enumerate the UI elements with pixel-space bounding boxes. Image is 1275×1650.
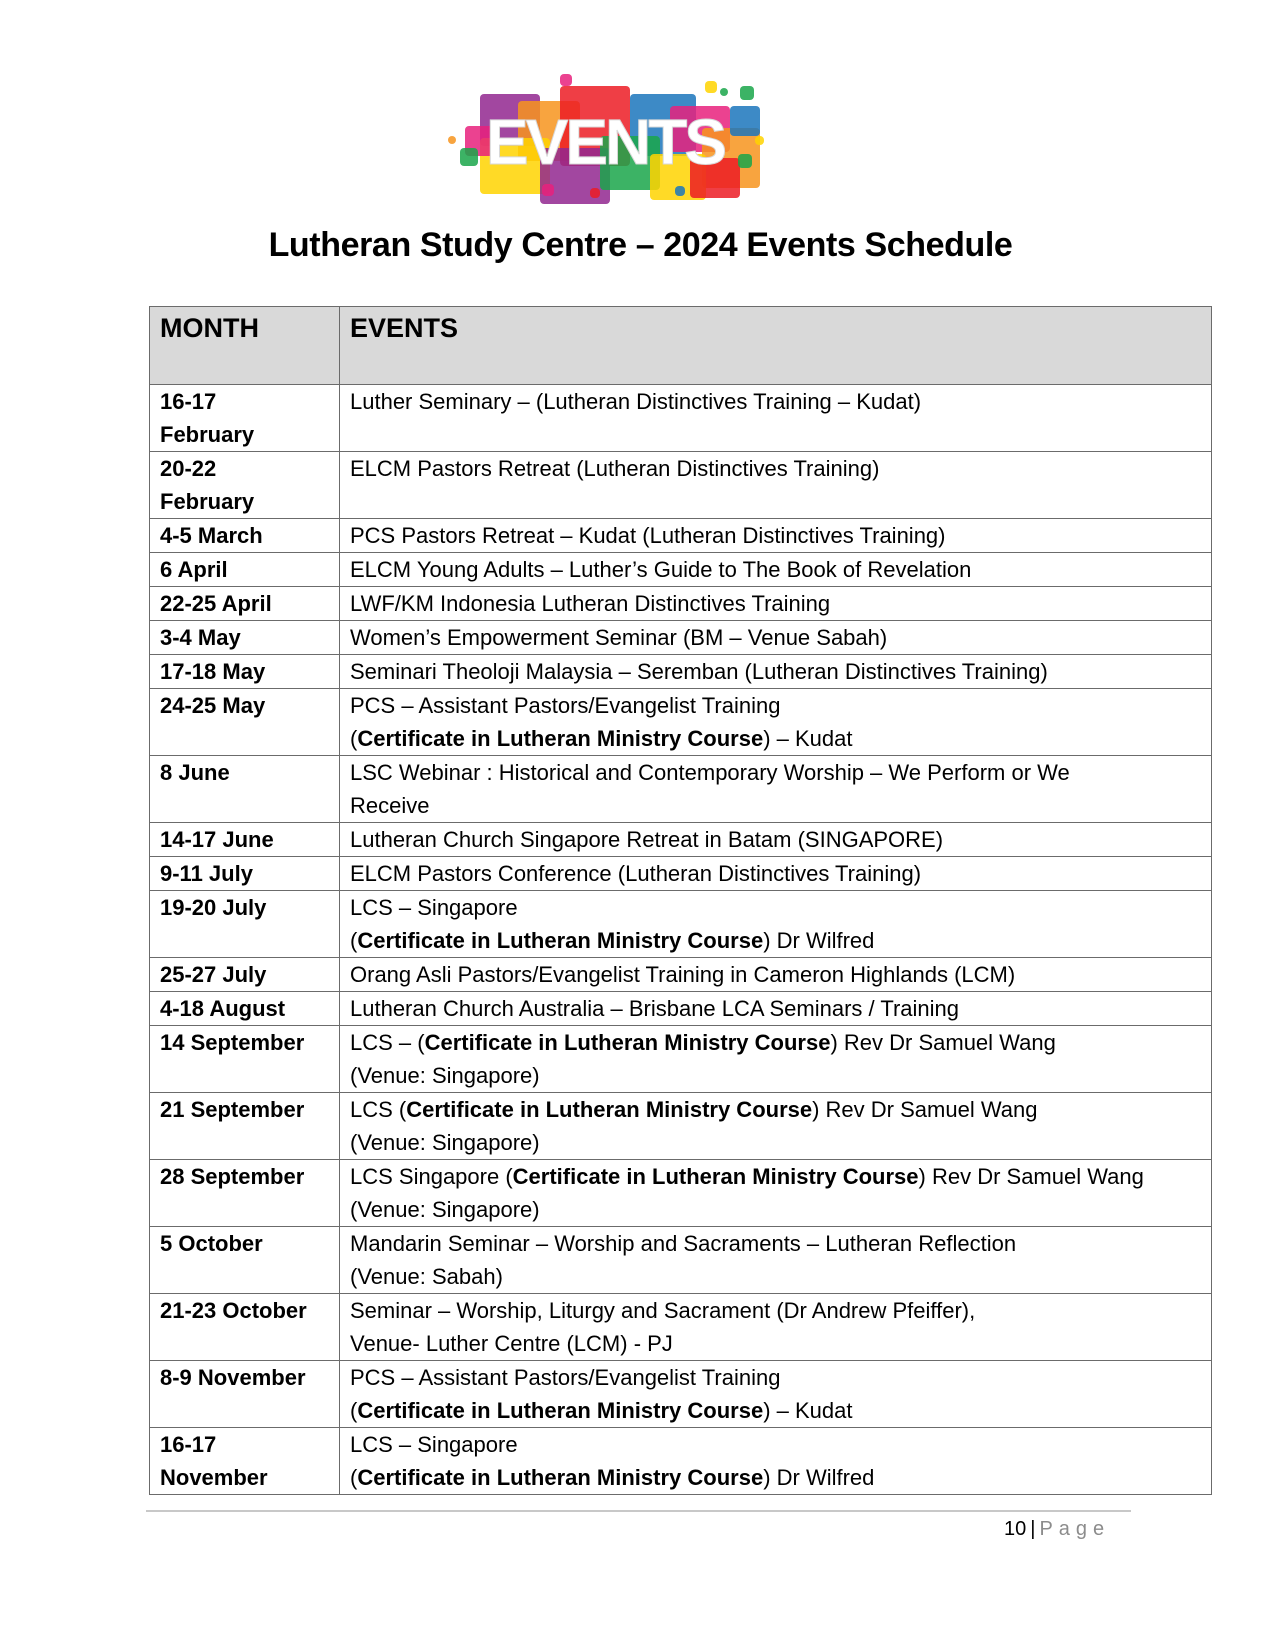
event-line bbox=[350, 756, 1201, 789]
month-cell bbox=[150, 519, 340, 553]
month-text: 3-4 May bbox=[160, 625, 241, 650]
table-row bbox=[150, 1361, 1212, 1428]
event-text: Seminar – Worship, Liturgy and Sacrament (Dr Andrew Pfeiffer), bbox=[350, 1298, 976, 1323]
event-text: PCS – Assistant Pastors/Evangelist Training bbox=[350, 693, 781, 718]
events-schedule-table bbox=[149, 306, 1212, 1495]
event-cell bbox=[340, 385, 1212, 452]
event-text: ELCM Pastors Conference (Lutheran Distinctives Training) bbox=[350, 861, 922, 886]
table-header-row bbox=[150, 307, 1212, 385]
course-name-bold: Certificate in Lutheran Ministry Course bbox=[424, 1030, 831, 1055]
logo-square bbox=[560, 74, 572, 86]
event-cell bbox=[340, 587, 1212, 621]
table-row bbox=[150, 587, 1212, 621]
event-cell bbox=[340, 1361, 1212, 1428]
event-line bbox=[350, 823, 1201, 856]
page-number-footer bbox=[1004, 1518, 1110, 1541]
event-cell bbox=[340, 452, 1212, 519]
logo-square bbox=[590, 188, 600, 198]
event-line bbox=[350, 519, 1201, 552]
course-name-bold: Certificate in Lutheran Ministry Course bbox=[357, 1465, 764, 1490]
event-text: ) Rev Dr Samuel Wang bbox=[918, 1164, 1144, 1189]
event-line bbox=[350, 1059, 1201, 1092]
month-text: 24-25 May bbox=[160, 693, 266, 718]
table-row bbox=[150, 1026, 1212, 1093]
column-header-events: EVENTS bbox=[340, 307, 1212, 385]
event-line bbox=[350, 1294, 1201, 1327]
event-text: ) Dr Wilfred bbox=[763, 928, 875, 953]
event-line bbox=[350, 1126, 1201, 1159]
logo-square bbox=[705, 81, 717, 93]
event-line bbox=[350, 621, 1201, 654]
page-number: 10 bbox=[1004, 1518, 1027, 1540]
table-row bbox=[150, 1428, 1212, 1495]
event-cell bbox=[340, 891, 1212, 958]
month-text: 21-23 October bbox=[160, 1298, 307, 1323]
event-text: LSC Webinar : Historical and Contemporary Worship – We Perform or We bbox=[350, 760, 1070, 785]
event-line bbox=[350, 789, 1201, 822]
table-row bbox=[150, 519, 1212, 553]
month-text: February bbox=[160, 489, 255, 514]
event-text: ( bbox=[350, 928, 358, 953]
event-text: (Venue: Sabah) bbox=[350, 1264, 503, 1289]
month-text: 14 September bbox=[160, 1030, 305, 1055]
table-row bbox=[150, 992, 1212, 1026]
events-logo bbox=[440, 66, 770, 211]
table-row bbox=[150, 621, 1212, 655]
table-row bbox=[150, 891, 1212, 958]
logo-square bbox=[448, 136, 456, 144]
month-text: 6 April bbox=[160, 557, 228, 582]
event-text: Mandarin Seminar – Worship and Sacraments – Lutheran Reflection bbox=[350, 1231, 1017, 1256]
month-cell bbox=[150, 1227, 340, 1294]
month-cell bbox=[150, 385, 340, 452]
event-text: LCS ( bbox=[350, 1097, 407, 1122]
event-text: Women’s Empowerment Seminar (BM – Venue Sabah) bbox=[350, 625, 888, 650]
event-text: ) Rev Dr Samuel Wang bbox=[812, 1097, 1038, 1122]
event-text: ELCM Young Adults – Luther’s Guide to The Book of Revelation bbox=[350, 557, 972, 582]
table-row bbox=[150, 1093, 1212, 1160]
month-text: 5 October bbox=[160, 1231, 263, 1256]
event-line bbox=[350, 1227, 1201, 1260]
event-text: LWF/KM Indonesia Lutheran Distinctives Training bbox=[350, 591, 831, 616]
event-cell bbox=[340, 958, 1212, 992]
event-cell bbox=[340, 823, 1212, 857]
page-separator: | bbox=[1030, 1518, 1036, 1540]
table-row bbox=[150, 857, 1212, 891]
event-line bbox=[350, 587, 1201, 620]
month-cell bbox=[150, 958, 340, 992]
month-cell bbox=[150, 857, 340, 891]
month-text: 25-27 July bbox=[160, 962, 267, 987]
month-text: February bbox=[160, 422, 255, 447]
event-cell bbox=[340, 1093, 1212, 1160]
event-line bbox=[350, 1394, 1201, 1427]
event-text: Venue- Luther Centre (LCM) - PJ bbox=[350, 1331, 673, 1356]
event-line bbox=[350, 1327, 1201, 1360]
table-row bbox=[150, 756, 1212, 823]
logo-square bbox=[755, 136, 764, 145]
month-cell bbox=[150, 1361, 340, 1428]
event-text: PCS Pastors Retreat – Kudat (Lutheran Distinctives Training) bbox=[350, 523, 946, 548]
event-text: ( bbox=[350, 1398, 358, 1423]
month-text: 28 September bbox=[160, 1164, 305, 1189]
month-text: 22-25 April bbox=[160, 591, 272, 616]
month-text: 8 June bbox=[160, 760, 230, 785]
month-cell bbox=[150, 689, 340, 756]
logo-square bbox=[542, 184, 554, 196]
event-cell bbox=[340, 1294, 1212, 1361]
month-cell bbox=[150, 1428, 340, 1495]
month-text: November bbox=[160, 1465, 268, 1490]
month-text: 8-9 November bbox=[160, 1365, 306, 1390]
course-name-bold: Certificate in Lutheran Ministry Course bbox=[357, 726, 764, 751]
event-cell bbox=[340, 1026, 1212, 1093]
event-line bbox=[350, 1093, 1201, 1126]
month-cell bbox=[150, 1160, 340, 1227]
table-row bbox=[150, 689, 1212, 756]
event-text: LCS Singapore ( bbox=[350, 1164, 513, 1189]
logo-events-text: EVENTS bbox=[485, 106, 725, 178]
column-header-month: MONTH bbox=[150, 307, 340, 385]
page-label: Page bbox=[1039, 1518, 1111, 1540]
logo-square bbox=[740, 86, 754, 100]
table-body bbox=[150, 385, 1212, 1495]
event-text: (Venue: Singapore) bbox=[350, 1197, 540, 1222]
event-text: ( bbox=[350, 1465, 358, 1490]
month-cell bbox=[150, 992, 340, 1026]
month-cell bbox=[150, 452, 340, 519]
event-line bbox=[350, 992, 1201, 1025]
event-line bbox=[350, 891, 1201, 924]
table-row bbox=[150, 452, 1212, 519]
event-cell bbox=[340, 689, 1212, 756]
event-text: Orang Asli Pastors/Evangelist Training in Cameron Highlands (LCM) bbox=[350, 962, 1016, 987]
event-text: Lutheran Church Australia – Brisbane LCA Seminars / Training bbox=[350, 996, 959, 1021]
event-line bbox=[350, 1361, 1201, 1394]
event-line bbox=[350, 1260, 1201, 1293]
logo-square bbox=[460, 148, 478, 166]
month-text: 16-17 bbox=[160, 389, 217, 414]
table-row bbox=[150, 1160, 1212, 1227]
event-line bbox=[350, 689, 1201, 722]
logo-square bbox=[720, 88, 728, 96]
event-cell bbox=[340, 1160, 1212, 1227]
course-name-bold: Certificate in Lutheran Ministry Course bbox=[357, 1398, 764, 1423]
event-cell bbox=[340, 992, 1212, 1026]
event-cell bbox=[340, 1227, 1212, 1294]
event-text: PCS – Assistant Pastors/Evangelist Training bbox=[350, 1365, 781, 1390]
event-text: ) Rev Dr Samuel Wang bbox=[830, 1030, 1056, 1055]
table-row bbox=[150, 553, 1212, 587]
event-line bbox=[350, 1160, 1201, 1193]
event-cell bbox=[340, 621, 1212, 655]
event-line bbox=[350, 1428, 1201, 1461]
event-text: ) – Kudat bbox=[763, 726, 853, 751]
month-text: 4-5 March bbox=[160, 523, 263, 548]
event-line bbox=[350, 452, 1201, 485]
event-text: ( bbox=[350, 726, 358, 751]
event-cell bbox=[340, 655, 1212, 689]
month-cell bbox=[150, 621, 340, 655]
table-row bbox=[150, 823, 1212, 857]
month-cell bbox=[150, 1093, 340, 1160]
event-cell bbox=[340, 1428, 1212, 1495]
event-text: LCS – ( bbox=[350, 1030, 425, 1055]
month-text: 20-22 bbox=[160, 456, 217, 481]
event-line bbox=[350, 958, 1201, 991]
event-line bbox=[350, 924, 1201, 957]
month-text: 4-18 August bbox=[160, 996, 286, 1021]
month-text: 17-18 May bbox=[160, 659, 266, 684]
event-line bbox=[350, 385, 1201, 418]
event-line bbox=[350, 722, 1201, 755]
table-row bbox=[150, 655, 1212, 689]
table-row bbox=[150, 1227, 1212, 1294]
event-cell bbox=[340, 857, 1212, 891]
logo-square bbox=[675, 186, 685, 196]
event-text: ) – Kudat bbox=[763, 1398, 853, 1423]
event-text: Receive bbox=[350, 793, 430, 818]
course-name-bold: Certificate in Lutheran Ministry Course bbox=[512, 1164, 919, 1189]
event-line bbox=[350, 857, 1201, 890]
course-name-bold: Certificate in Lutheran Ministry Course bbox=[406, 1097, 813, 1122]
month-cell bbox=[150, 1294, 340, 1361]
event-line bbox=[350, 553, 1201, 586]
month-text: 21 September bbox=[160, 1097, 305, 1122]
month-cell bbox=[150, 587, 340, 621]
event-line bbox=[350, 1026, 1201, 1059]
month-cell bbox=[150, 655, 340, 689]
event-text: Lutheran Church Singapore Retreat in Batam (SINGAPORE) bbox=[350, 827, 944, 852]
event-line bbox=[350, 1193, 1201, 1226]
month-cell bbox=[150, 1026, 340, 1093]
footer-divider bbox=[146, 1510, 1131, 1512]
page-title: Lutheran Study Centre – 2024 Events Schedule bbox=[268, 226, 1013, 264]
logo-square bbox=[730, 106, 760, 136]
month-cell bbox=[150, 891, 340, 958]
month-text: 16-17 bbox=[160, 1432, 217, 1457]
event-text: LCS – Singapore bbox=[350, 1432, 518, 1457]
event-text: (Venue: Singapore) bbox=[350, 1063, 540, 1088]
event-text: Seminari Theoloji Malaysia – Seremban (Lutheran Distinctives Training) bbox=[350, 659, 1048, 684]
month-cell bbox=[150, 823, 340, 857]
month-text: 19-20 July bbox=[160, 895, 267, 920]
event-cell bbox=[340, 519, 1212, 553]
course-name-bold: Certificate in Lutheran Ministry Course bbox=[357, 928, 764, 953]
table-row bbox=[150, 1294, 1212, 1361]
table-row bbox=[150, 958, 1212, 992]
month-text: 14-17 June bbox=[160, 827, 274, 852]
event-text: ) Dr Wilfred bbox=[763, 1465, 875, 1490]
month-cell bbox=[150, 756, 340, 823]
event-text: (Venue: Singapore) bbox=[350, 1130, 540, 1155]
event-cell bbox=[340, 756, 1212, 823]
event-text: LCS – Singapore bbox=[350, 895, 518, 920]
table-row bbox=[150, 385, 1212, 452]
event-text: ELCM Pastors Retreat (Lutheran Distinctives Training) bbox=[350, 456, 880, 481]
logo-square bbox=[738, 154, 752, 168]
event-line bbox=[350, 1461, 1201, 1494]
event-cell bbox=[340, 553, 1212, 587]
event-line bbox=[350, 655, 1201, 688]
month-cell bbox=[150, 553, 340, 587]
month-text: 9-11 July bbox=[160, 861, 253, 886]
event-text: Luther Seminary – (Lutheran Distinctives Training – Kudat) bbox=[350, 389, 922, 414]
